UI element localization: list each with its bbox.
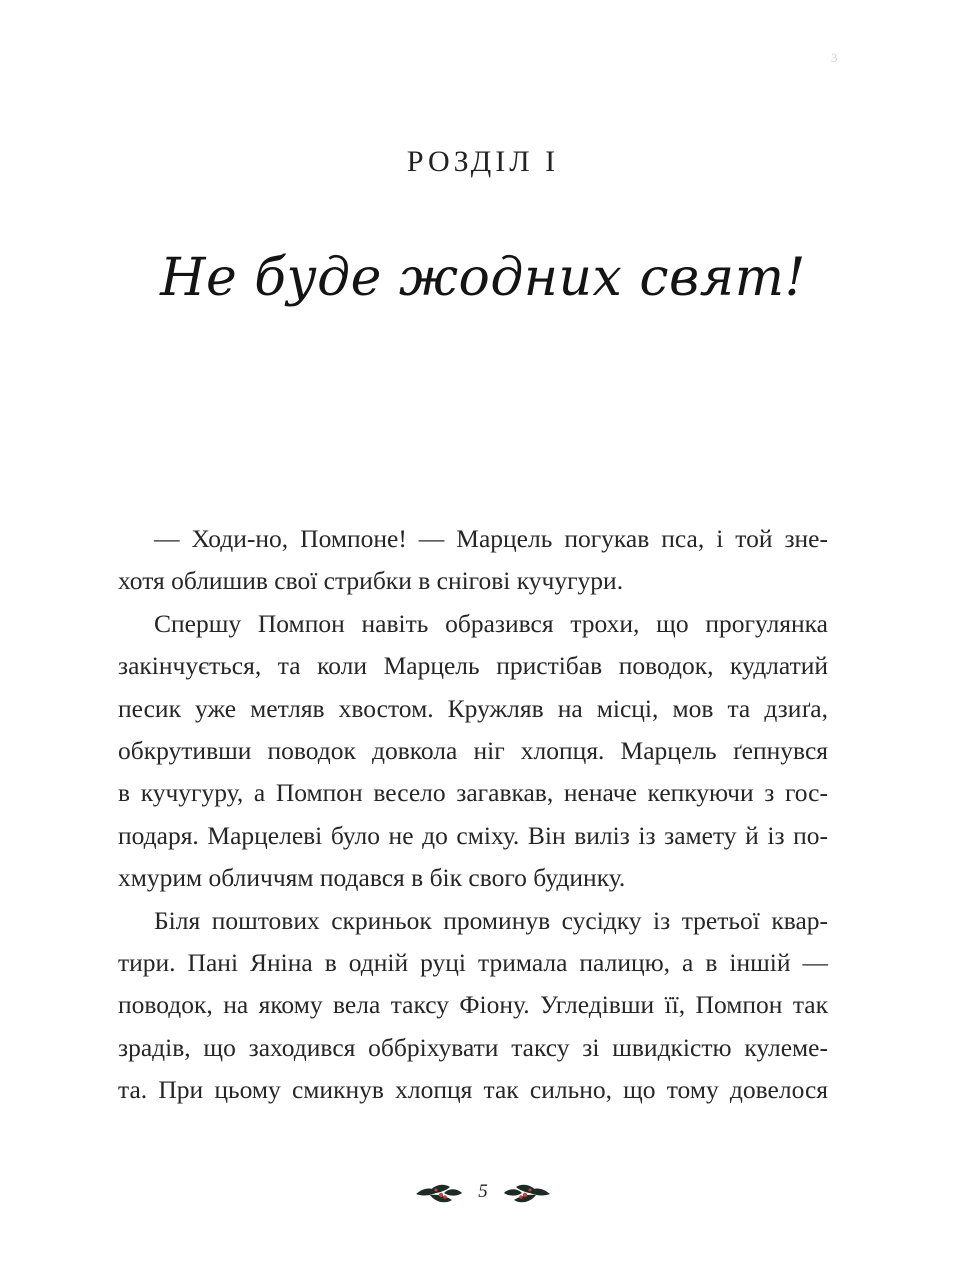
holly-right-icon	[502, 1181, 552, 1207]
text-line: хотя облишив свої стрибки в снігові кучугури.	[118, 566, 624, 596]
text-line: зрадів, що заходився оббріхувати таксу зі швидкістю кулеме-	[118, 1032, 828, 1062]
text-line: тири. Пані Яніна в одній руці тримала палицю, а в іншій —	[118, 947, 828, 977]
corner-mark: 3	[831, 50, 838, 65]
text-line: песик уже метляв хвостом. Кружляв на місці, мов та дзиґа,	[118, 693, 828, 723]
text-line: Біля поштових скриньок проминув сусідку із третьої квар-	[154, 905, 828, 935]
text-line: Спершу Помпон навіть образився трохи, що прогулянка	[154, 608, 828, 638]
text-line: обкрутивши поводок довкола ніг хлопця. Марцель ґепнувся	[118, 735, 828, 765]
text-line: закінчується, та коли Марцель пристібав поводок, кудлатий	[118, 651, 828, 681]
text-line: та. При цьому смикнув хлопця так сильно, що тому довелося	[118, 1075, 828, 1105]
holly-left-icon	[414, 1181, 464, 1207]
text-line: в кучугуру, а Помпон весело загавкав, неначе кепкуючи з гос-	[118, 778, 828, 808]
text-line: хмурим обличчям подався в бік свого будинку.	[118, 863, 626, 893]
text-line: поводок, на якому вела таксу Фіону. Угледівши її, Помпон так	[118, 990, 828, 1020]
chapter-label: РОЗДІЛ І	[406, 145, 560, 178]
body-text	[118, 518, 838, 1111]
text-line: подаря. Марцелеві було не до сміху. Він виліз із замету й із по-	[118, 820, 828, 850]
text-line: — Ходи-но, Помпоне! — Марцель погукав пса, і той зне-	[154, 524, 828, 553]
chapter-title: Не буде жодних свят!	[160, 248, 806, 308]
page-number: 5	[478, 1181, 488, 1202]
page-footer	[0, 1174, 966, 1214]
